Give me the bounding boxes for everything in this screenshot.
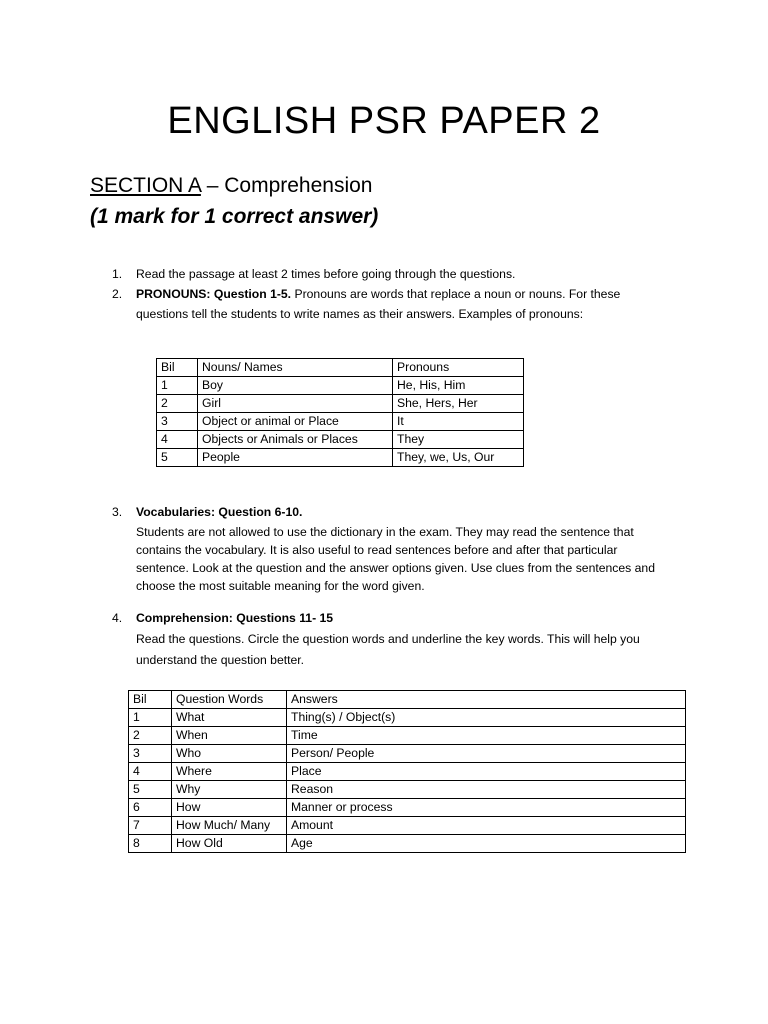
section-dash: – (200, 174, 225, 197)
table-row (157, 449, 524, 467)
table-row (129, 727, 686, 745)
table-cell: Thing(s) / Object(s) (287, 709, 686, 727)
table-header-cell: Nouns/ Names (198, 359, 393, 377)
table-cell: How Much/ Many (172, 817, 287, 835)
table-header-row (157, 359, 524, 377)
instruction-item-1 (112, 264, 692, 284)
table-header-cell: Question Words (172, 691, 287, 709)
table-row (129, 835, 686, 853)
item-number: 3. (112, 505, 123, 519)
table-cell: How Old (172, 835, 287, 853)
table-cell: People (198, 449, 393, 467)
table-header-cell: Bil (157, 359, 198, 377)
table-cell: Amount (287, 817, 686, 835)
item-heading: PRONOUNS: Question 1-5. (136, 287, 292, 301)
table-cell: Place (287, 763, 686, 781)
table-row (129, 763, 686, 781)
table-row (129, 709, 686, 727)
table-cell: Manner or process (287, 799, 686, 817)
table-row (157, 413, 524, 431)
table-cell: 5 (157, 449, 198, 467)
pronoun-table (156, 358, 524, 467)
table-cell: 7 (129, 817, 172, 835)
table-row (157, 377, 524, 395)
item-line: choose the most suitable meaning for the word given. (136, 579, 425, 593)
table-cell: Reason (287, 781, 686, 799)
item-number: 1. (112, 267, 123, 281)
table-row (129, 781, 686, 799)
item-line: questions tell the students to write names as their answers. Examples of pronouns: (136, 307, 584, 321)
table-header-cell: Bil (129, 691, 172, 709)
table-cell: 3 (157, 413, 198, 431)
item-line: Students are not allowed to use the dictionary in the exam. They may read the sentence that (136, 525, 634, 539)
question-words-table (128, 690, 686, 853)
instruction-item-3 (112, 502, 692, 595)
table-cell: 4 (129, 763, 172, 781)
table-cell: She, Hers, Her (393, 395, 524, 413)
table-cell: What (172, 709, 287, 727)
section-heading (90, 174, 373, 198)
table-cell: They (393, 431, 524, 449)
table-cell: 1 (129, 709, 172, 727)
item-heading: Comprehension: Questions 11- 15 (136, 611, 334, 625)
table-cell: How (172, 799, 287, 817)
marks-note: (1 mark for 1 correct answer) (90, 205, 379, 228)
table-row (157, 431, 524, 449)
table-cell: Object or animal or Place (198, 413, 393, 431)
table-header-cell: Answers (287, 691, 686, 709)
table-row (157, 395, 524, 413)
table-cell: Girl (198, 395, 393, 413)
table-cell: They, we, Us, Our (393, 449, 524, 467)
table-cell: 5 (129, 781, 172, 799)
table-header-row (129, 691, 686, 709)
table-cell: Where (172, 763, 287, 781)
item-text: Pronouns are words that replace a noun or nouns. For these (291, 287, 621, 301)
table-cell: 6 (129, 799, 172, 817)
instruction-item-4 (112, 608, 692, 671)
section-label: SECTION A (90, 174, 201, 197)
item-line: Read the passage at least 2 times before going through the questions. (136, 267, 516, 281)
table-cell: Why (172, 781, 287, 799)
item-line: sentence. Look at the question and the answer options given. Use clues from the sentences and (136, 561, 655, 575)
table-cell: 8 (129, 835, 172, 853)
item-line: Read the questions. Circle the question words and underline the key words. This will help you (136, 632, 640, 646)
table-cell: He, His, Him (393, 377, 524, 395)
table-cell: Person/ People (287, 745, 686, 763)
table-header-cell: Pronouns (393, 359, 524, 377)
item-number: 4. (112, 611, 123, 625)
table-cell: 4 (157, 431, 198, 449)
page-title: ENGLISH PSR PAPER 2 (167, 100, 601, 142)
table-cell: When (172, 727, 287, 745)
item-number: 2. (112, 287, 123, 301)
table-cell: 3 (129, 745, 172, 763)
table-cell: 2 (157, 395, 198, 413)
section-name: Comprehension (224, 174, 373, 197)
table-row (129, 799, 686, 817)
item-line (136, 284, 692, 304)
table-row (129, 817, 686, 835)
item-line: contains the vocabulary. It is also useful to read sentences before and after that particular (136, 543, 618, 557)
table-cell: Time (287, 727, 686, 745)
table-cell: Age (287, 835, 686, 853)
item-line: understand the question better. (136, 653, 305, 667)
table-cell: Who (172, 745, 287, 763)
table-cell: Objects or Animals or Places (198, 431, 393, 449)
table-cell: 2 (129, 727, 172, 745)
table-cell: 1 (157, 377, 198, 395)
table-cell: Boy (198, 377, 393, 395)
instruction-item-2 (112, 284, 692, 324)
item-heading: Vocabularies: Question 6-10. (136, 505, 303, 519)
table-cell: It (393, 413, 524, 431)
table-row (129, 745, 686, 763)
